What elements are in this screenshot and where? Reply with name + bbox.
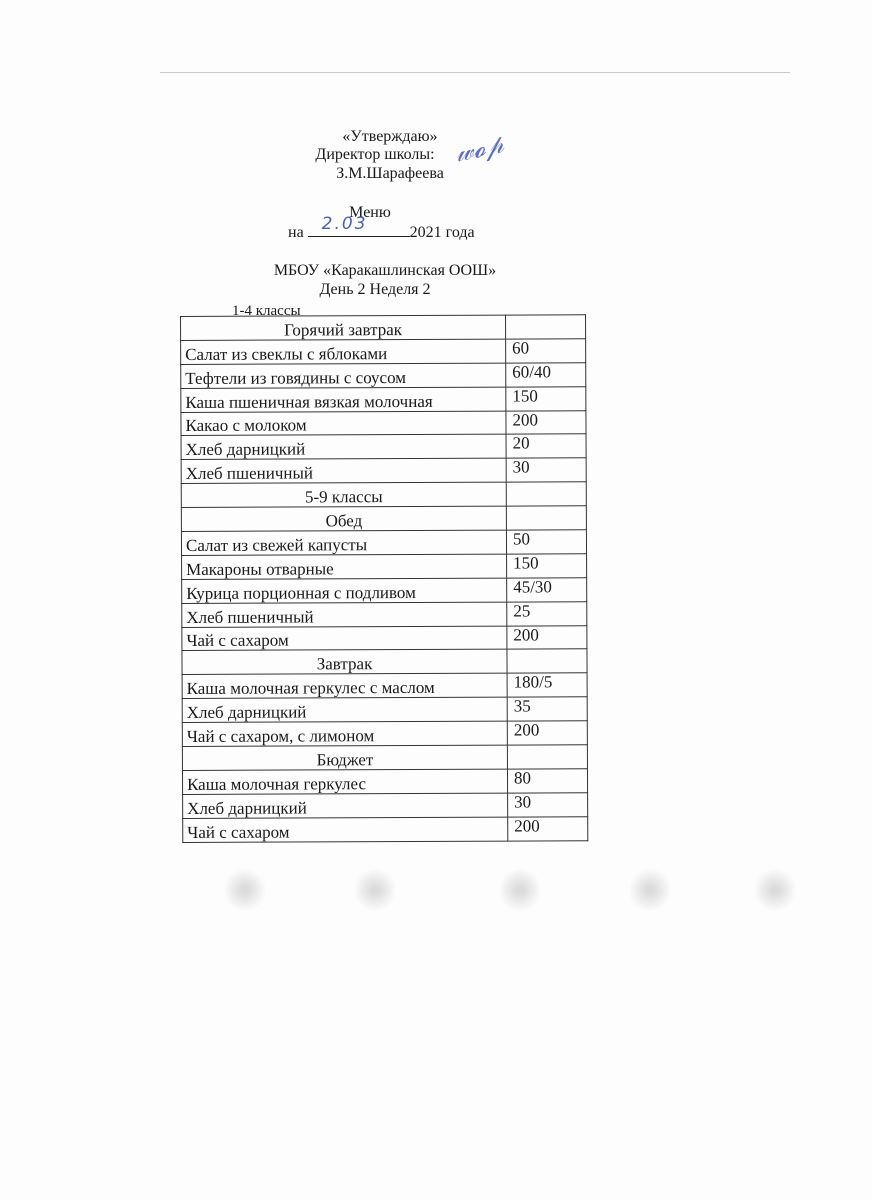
date-line (288, 214, 475, 242)
portion-grams: 30 (506, 458, 586, 482)
portion-grams: 200 (507, 625, 587, 649)
grades-label: 1-4 классы (232, 303, 301, 319)
date-prefix: на (288, 224, 304, 241)
section-title: Бюджет (182, 745, 507, 770)
portion-grams (507, 649, 587, 673)
dish-name: Салат из свежей капусты (181, 530, 506, 555)
scan-smudge (630, 860, 670, 920)
menu-item-row (181, 410, 586, 436)
section-title: Завтрак (182, 650, 507, 675)
portion-grams: 60/40 (506, 363, 586, 387)
scan-smudge (225, 860, 265, 920)
menu-item-row (183, 793, 588, 819)
menu-item-row (182, 554, 587, 580)
portion-grams: 180/5 (507, 673, 587, 697)
section-title: Горячий завтрак (181, 315, 506, 340)
scan-smudge (500, 860, 540, 920)
dish-name: Курица порционная с подливом (182, 578, 507, 603)
portion-grams: 150 (507, 554, 587, 578)
portion-grams: 20 (506, 434, 586, 458)
scan-smudge (355, 860, 395, 920)
portion-grams: 80 (507, 769, 587, 793)
dish-name: Хлеб дарницкий (182, 697, 507, 722)
menu-item-row (181, 386, 586, 412)
dish-name: Хлеб дарницкий (181, 435, 506, 460)
dish-name: Хлеб пшеничный (181, 458, 506, 483)
dish-name: Макароны отварные (182, 554, 507, 579)
menu-item-row (181, 339, 586, 365)
portion-grams: 35 (507, 697, 587, 721)
portion-grams: 200 (508, 816, 588, 840)
portion-grams: 200 (506, 410, 586, 434)
school-name: МБОУ «Каракашлинская ООШ» (273, 262, 497, 279)
date-handwritten: 2.03 (321, 214, 368, 234)
portion-grams (505, 315, 585, 339)
date-suffix: 2021 года (409, 224, 475, 241)
approval-label: «Утверждаю» (342, 128, 438, 145)
dish-name: Салат из свеклы с яблоками (181, 339, 506, 364)
director-label: Директор школы: (315, 146, 435, 163)
menu-item-row (182, 769, 587, 795)
section-header-row (182, 745, 587, 771)
menu-item-row (182, 673, 587, 699)
portion-grams (506, 482, 586, 506)
day-week: День 2 Неделя 2 (319, 281, 431, 298)
dish-name: Каша пшеничная вязкая молочная (181, 387, 506, 412)
portion-grams: 200 (507, 721, 587, 745)
menu-item-row (182, 578, 587, 604)
signature: 𝓌𝓸𝓅 (452, 129, 507, 169)
date-blank (308, 214, 410, 237)
portion-grams (507, 745, 587, 769)
section-title: 5-9 классы (181, 482, 506, 507)
dish-name: Хлеб дарницкий (183, 793, 508, 818)
menu-item-row (182, 625, 587, 651)
section-header-row (182, 649, 587, 675)
section-header-row (181, 315, 586, 341)
dish-name: Какао с молоком (181, 411, 506, 436)
menu-item-row (183, 816, 588, 842)
dish-name: Каша молочная геркулес (182, 769, 507, 794)
dish-name: Чай с сахаром (183, 817, 508, 842)
menu-item-row (182, 721, 587, 747)
menu-item-row (181, 530, 586, 556)
portion-grams: 30 (508, 793, 588, 817)
section-header-row (181, 482, 586, 508)
scan-smudge (755, 860, 795, 920)
menu-item-row (181, 458, 586, 484)
portion-grams: 60 (506, 339, 586, 363)
dish-name: Чай с сахаром (182, 626, 507, 651)
section-title: Обед (181, 506, 506, 531)
portion-grams (506, 506, 586, 530)
menu-item-row (182, 601, 587, 627)
menu-title: Меню (349, 204, 391, 221)
dish-name: Хлеб пшеничный (182, 602, 507, 627)
portion-grams: 50 (506, 530, 586, 554)
menu-item-row (181, 363, 586, 389)
dish-name: Тефтели из говядины с соусом (181, 363, 506, 388)
dish-name: Каша молочная геркулес с маслом (182, 673, 507, 698)
portion-grams: 45/30 (507, 578, 587, 602)
portion-grams: 25 (507, 601, 587, 625)
scan-edge-line (160, 72, 790, 73)
director-name: З.М.Шарафеева (336, 165, 444, 182)
section-header-row (181, 506, 586, 532)
menu-item-row (182, 697, 587, 723)
menu-table (180, 314, 588, 842)
menu-item-row (181, 434, 586, 460)
portion-grams: 150 (506, 386, 586, 410)
dish-name: Чай с сахаром, с лимоном (182, 721, 507, 746)
